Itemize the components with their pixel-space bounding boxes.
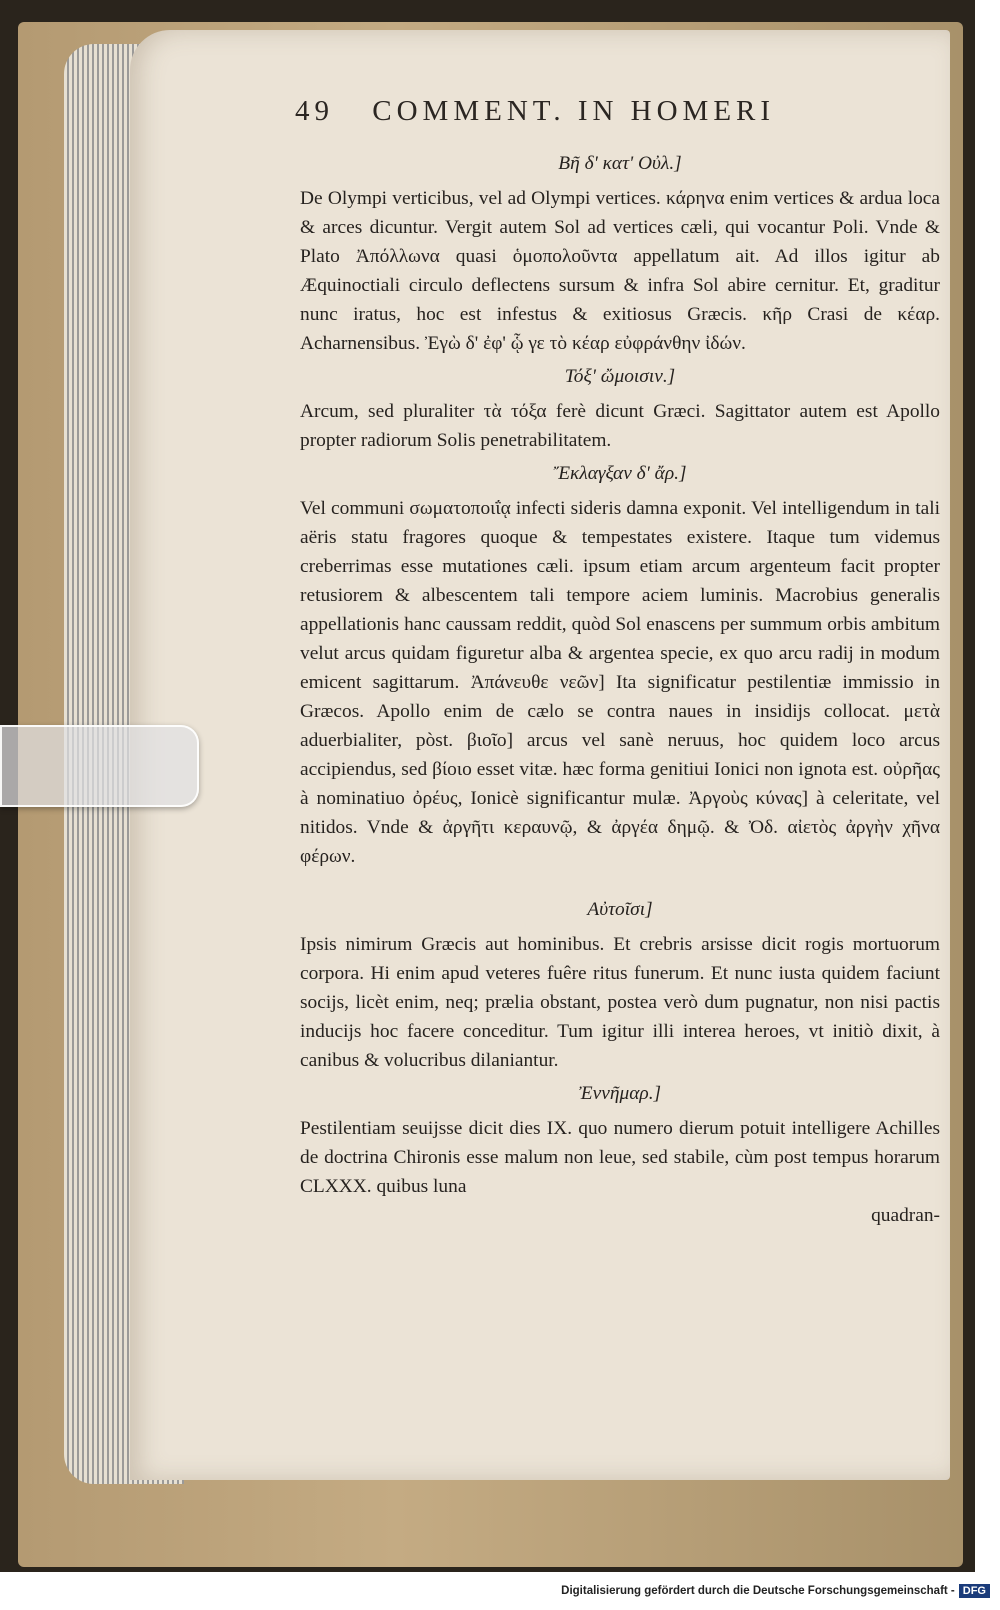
- running-title: COMMENT. IN HOMERI: [372, 95, 776, 127]
- page-text: [300, 145, 940, 1230]
- lemma: Ἐννῆμαρ.]: [578, 1083, 662, 1104]
- digitization-credit: [561, 1584, 990, 1598]
- lemma: Βῆ δ' κατ' Οὐλ.]: [558, 153, 682, 174]
- commentary-paragraph: Vel communi σωματοποιΐᾳ infecti sideris damna exponit. Vel intelligendum in tali aëris statu fragores quoque & tempestates existere. Itaque tum videmus creberrimas esse mutationes cæli. ipsum etiam arcum argenteum facit propter retusiorem & albescentem tali tempore aciem luminis. Macrobius generalis appellationis hanc caussam reddit, quòd Sol enascens per summum orbis ambitum velut arcus quidam figuretur alba & argentea specie, ex quo arcu radij in modum emicent sagittarum. Ἀπάνευθε νεῶν] Ita significatur pestilentiæ immissio in Græcos. Apollo enim de cælo se contra naues in insidijs collocat. μετὰ aduerbialiter, pòst. βιοῖο] arcus vel sanè neruus, hoc quidem loco arcus accipiendus, sed βίοιο esset vitæ. hæc forma genitiui Ionici non ignota est. οὐρῆας à nominatiuo ὀρέυς, Ionicè significantur mulæ. Ἀργοὺς κύνας] à celeritate, vel nitidos. Vnde & ἀργῆτι κεραυνῷ, & ἀργέα δημῷ. & Ὀδ. αἰετὸς ἀργὴν χῆνα φέρων.: [300, 498, 940, 867]
- credit-text: Digitalisierung gefördert durch die Deutsche Forschungsgemeinschaft -: [561, 1585, 955, 1597]
- commentary-paragraph: Pestilentiam seuijsse dicit dies IX. quo numero dierum potuit intelligere Achilles de doctrina Chironis esse malum non leue, sed stabile, cùm post tempus horarum CLXXX. quibus luna: [300, 1118, 940, 1197]
- page-number: 49: [295, 95, 334, 127]
- lemma: Τόξ' ὤμοισιν.]: [564, 366, 676, 387]
- page-clip: [0, 725, 199, 807]
- dfg-logo: DFG: [959, 1584, 990, 1598]
- lemma: Αὐτοῖσι]: [587, 899, 653, 920]
- catchword: quadran-: [871, 1205, 940, 1226]
- commentary-paragraph: De Olympi verticibus, vel ad Olympi vertices. κάρηνα enim vertices & ardua loca & arces dicuntur. Vergit autem Sol ad vertices cæli, qui vocantur Poli. Vnde & Plato Ἀπόλλωνα quasi ὁμοπολοῦντα appellatum ait. Ad illos igitur ab Æquinoctiali circulo deflectens sursum & infra Sol abire cernitur. Et, graditur nunc iratus, hoc est infestus & exitiosus Græcis. κῆρ Crasi de κέαρ. Acharnensibus. Ἐγὼ δ' ἐφ' ᾧ γε τὸ κέαρ εὐφράνθην ἰδών.: [300, 188, 940, 354]
- commentary-paragraph: Arcum, sed pluraliter τὰ τόξα ferè dicunt Græci. Sagittator autem est Apollo propter radiorum Solis penetrabilitatem.: [300, 401, 940, 451]
- page-header: [295, 95, 875, 135]
- commentary-paragraph: Ipsis nimirum Græcis aut hominibus. Et crebris arsisse dicit rogis mortuorum corpora. Hi enim apud veteres fuêre ritus funerum. Et nunc iusta quidem faciunt socijs, licèt enim, neq; prælia obstant, postea verò dum pugnatur, non nisi pactis inducijs hoc facere conceditur. Tum igitur illi interea heroes, vt initiò dixit, à canibus & volucribus dilaniantur.: [300, 934, 940, 1071]
- lemma: Ἔκλαγξαν δ' ἄρ.]: [553, 463, 687, 484]
